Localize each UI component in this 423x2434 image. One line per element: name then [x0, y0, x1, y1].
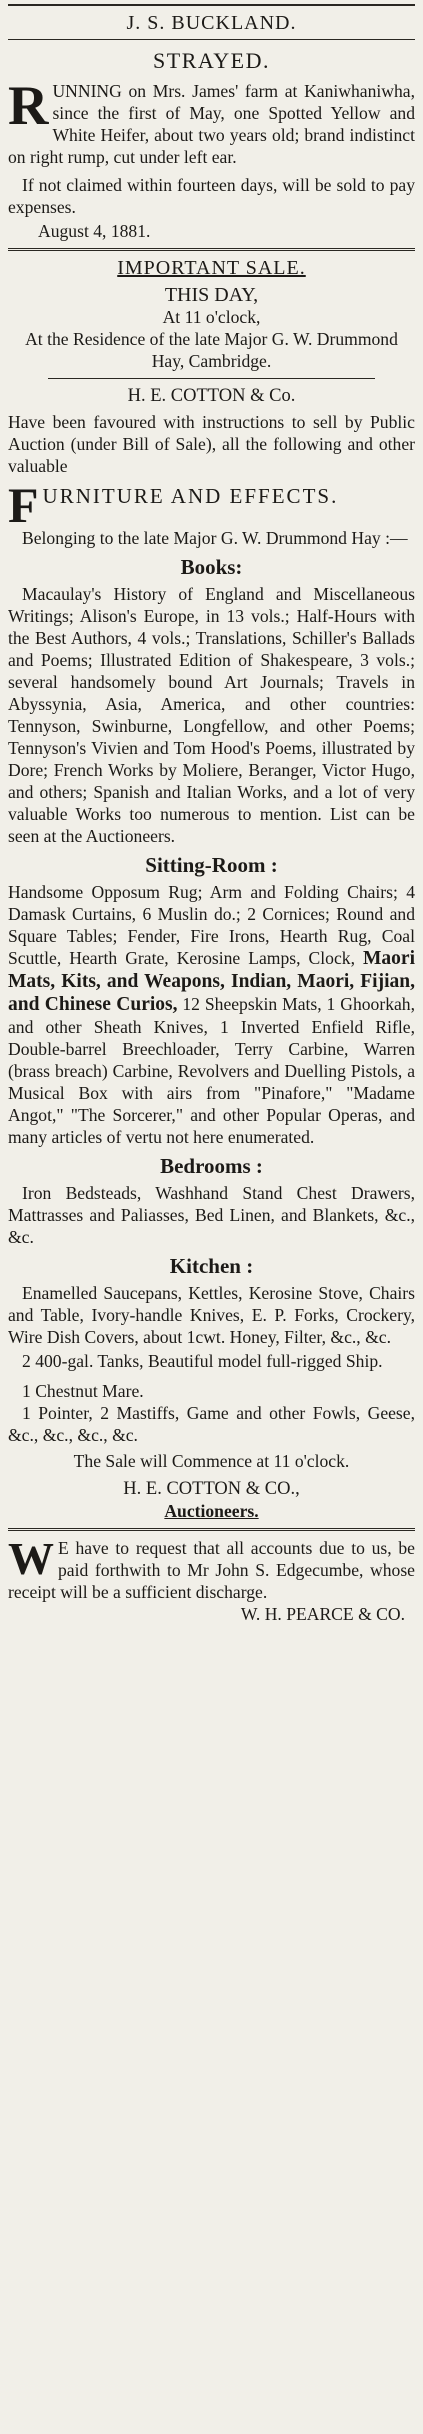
books-list: Macaulay's History of England and Miscellaneous Writings; Alison's Europe, in 13 vols.; Half-Hours with the Best Authors, 4 vols.; Translations, Schiller's Ballads and Poems; Illustrated Edition of Shakespeare, 3 vols.; several handsomely bound Art Journals; Travels in Abyssynia, Asia, America, and other countries: Tennyson, Swinburne, Longfellow, and other Poems; Tennyson's Vivien and Tom Hood's Poems, illustrated by Dore; French Works by Moliere, Beranger, Victor Hugo, and others; Spanish and Italian Works, and a lot of very valuable Works too numerous to mention. List can be seen at the Auctioneers.: [8, 584, 415, 846]
sale-auctioneer: H. E. COTTON & Co.: [127, 386, 296, 406]
sitting-room-items: Handsome Opposum Rug; Arm and Folding Chairs; 4 Damask Curtains, 6 Muslin do.; 2 Cornices; Round and Square Tables; Fender, Fire Irons, Hearth Rug, Coal Scuttle, Hearth Grate, Kerosine Lamps, Clock,: [8, 882, 415, 968]
sale-title: IMPORTANT SALE.: [117, 257, 306, 279]
accounts-notice: [8, 1533, 415, 1625]
divider: [8, 39, 415, 40]
strayed-text: UNNING on Mrs. James' farm at Kaniwhaniwha, since the first of May, one Spotted Yellow and White Heifer, about two years old; brand indistinct on right rump, cut under left ear.: [8, 81, 415, 167]
books-heading: Books:: [180, 555, 243, 579]
sale-signature-name: H. E. COTTON & CO.,: [123, 1479, 300, 1499]
strayed-body: [8, 75, 415, 168]
advertiser-header: J. S. BUCKLAND.: [126, 12, 297, 34]
accounts-signature: W. H. PEARCE & CO.: [240, 1604, 405, 1624]
divider: [8, 1528, 415, 1531]
newspaper-column: [0, 4, 423, 2434]
sale-intro: Have been favoured with instructions to sell by Public Auction (under Bill of Sale), all the following and other valuable: [8, 412, 415, 476]
furniture-heading: [8, 477, 415, 533]
divider: [48, 378, 375, 379]
sale-signature-role: Auctioneers.: [164, 1501, 259, 1521]
kitchen-heading: Kitchen :: [169, 1254, 254, 1278]
accounts-dropcap: W: [8, 1533, 54, 1584]
sale-location: At the Residence of the late Major G. W. Drummond Hay, Cambridge.: [25, 329, 398, 371]
strayed-dropcap: R: [8, 75, 49, 137]
furniture-text: URNITURE AND EFFECTS.: [42, 484, 339, 508]
kitchen-list: Enamelled Saucepans, Kettles, Kerosine Stove, Chairs and Table, Ivory-handle Knives, E. P. Forks, Crockery, Wire Dish Covers, about 1cwt. Honey, Filter, &c., &c.: [8, 1283, 415, 1347]
strayed-title: STRAYED.: [153, 48, 270, 73]
top-rule: [8, 4, 415, 6]
tanks-item: 2 400-gal. Tanks, Beautiful model full-rigged Ship.: [22, 1351, 383, 1371]
sitting-room-heading: Sitting-Room :: [145, 853, 278, 877]
divider: [8, 248, 415, 251]
sale-commence: The Sale will Commence at 11 o'clock.: [73, 1451, 350, 1471]
sale-day: THIS DAY,: [164, 284, 259, 306]
accounts-body: [8, 1533, 415, 1603]
bedrooms-heading: Bedrooms :: [160, 1154, 263, 1178]
sale-time: At 11 o'clock,: [162, 307, 261, 327]
strayed-date: August 4, 1881.: [38, 221, 151, 241]
sale-belonging: Belonging to the late Major G. W. Drummond Hay :—: [22, 528, 408, 548]
strayed-notice: [8, 48, 415, 242]
dogs-item: 1 Pointer, 2 Mastiffs, Game and other Fowls, Geese, &c., &c., &c., &c.: [8, 1403, 415, 1445]
sitting-room-curios: Maori Mats, Kits, and Weapons, Indian, Maori, Fijian, and Chinese Curios,: [8, 948, 415, 1015]
furniture-dropcap: F: [8, 477, 39, 533]
strayed-note: If not claimed within fourteen days, will be sold to pay expenses.: [8, 175, 415, 217]
mare-item: 1 Chestnut Mare.: [22, 1381, 144, 1401]
bedrooms-list: Iron Bedsteads, Washhand Stand Chest Drawers, Mattrasses and Paliasses, Bed Linen, and Blankets, &c., &c.: [8, 1183, 415, 1247]
sitting-room-weapons: 12 Sheepskin Mats, 1 Ghoorkah, and other Sheath Knives, 1 Inverted Enfield Rifle, Double-barrel Breechloader, Terry Carbine, Warren (brass breach) Carbine, Revolvers and Duelling Pistols, a Musical Box with airs from "Pinafore," "Madame Angot," "The Sorcerer," and other Popular Operas, and many articles of vertu not here enumerated.: [8, 994, 415, 1147]
sitting-room-list: [8, 881, 415, 1148]
important-sale-notice: [8, 257, 415, 1522]
accounts-text: E have to request that all accounts due to us, be paid forthwith to Mr John S. Edgecumbe, whose receipt will be a sufficient discharge.: [8, 1538, 415, 1602]
